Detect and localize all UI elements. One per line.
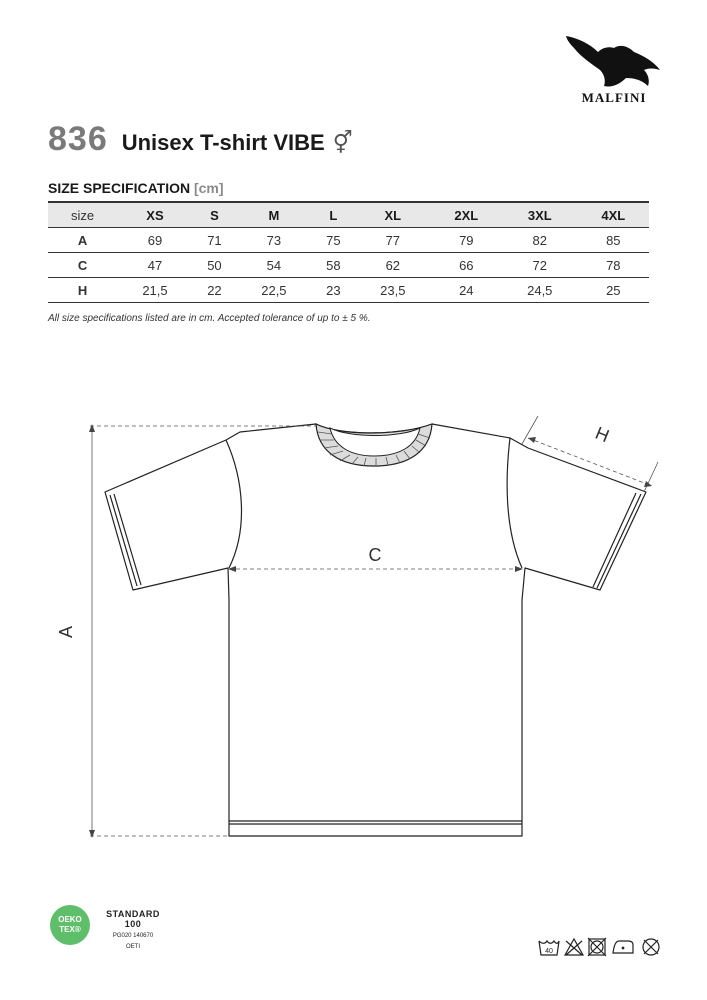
hem-stitch — [229, 821, 522, 824]
table-cell: 23,5 — [380, 282, 406, 298]
table-cell: 75 — [326, 232, 341, 248]
row-label: H — [77, 282, 88, 298]
table-cell: 54 — [266, 257, 282, 273]
no-tumble-dry-icon — [588, 938, 606, 956]
wash-temp: 40 — [545, 948, 553, 955]
size-col-header: XL — [384, 207, 402, 223]
tolerance-note: All size specifications listed are in cm. Accepted tolerance of up to ± 5 %. — [48, 313, 371, 324]
table-cell: 73 — [266, 232, 282, 248]
care-symbols — [537, 935, 663, 959]
oeko-tex-text — [98, 909, 168, 951]
table-cell: 69 — [147, 232, 163, 248]
table-cell: 82 — [532, 232, 547, 248]
size-header-label: size — [71, 207, 95, 223]
size-col-header: 3XL — [527, 207, 552, 223]
table-cell: 79 — [459, 232, 474, 248]
size-col-header: L — [329, 207, 338, 223]
brand-logo — [558, 32, 668, 105]
table-cell: 77 — [385, 232, 401, 248]
table-cell: 24 — [459, 282, 474, 298]
oeko-standard: STANDARD — [106, 909, 160, 919]
size-table — [48, 201, 649, 303]
size-col-header: 4XL — [601, 207, 626, 223]
table-cell: 71 — [207, 232, 222, 248]
table-row — [48, 228, 649, 253]
dimension-label-a: A — [56, 625, 76, 639]
table-cell: 47 — [147, 257, 163, 273]
oeko-logo-line2: TEX® — [59, 925, 81, 934]
table-cell: 23 — [326, 282, 341, 298]
sleeve-seam-right — [507, 438, 522, 568]
row-label: C — [77, 257, 88, 273]
oeko-logo-line1: OEKO — [58, 915, 82, 924]
table-cell: 62 — [385, 257, 401, 273]
model-number: 836 — [48, 120, 108, 158]
table-row — [48, 253, 649, 278]
spec-title-text: SIZE SPECIFICATION — [48, 180, 191, 196]
size-col-header: M — [268, 207, 280, 223]
oeko-tex-logo — [50, 905, 90, 945]
table-cell: 50 — [207, 257, 222, 273]
oeko-tex-badge — [50, 905, 160, 950]
table-cell: 72 — [532, 257, 547, 273]
oeko-code: PG020 140670 — [112, 933, 154, 939]
tshirt-diagram — [0, 400, 707, 860]
product-title: Unisex T-shirt VIBE — [121, 130, 325, 155]
spec-unit: [cm] — [193, 180, 224, 196]
table-cell: 21,5 — [142, 282, 168, 298]
sleeve-seam-left — [226, 440, 241, 568]
unisex-icon: ⚥ — [332, 131, 353, 156]
table-cell: 24,5 — [527, 282, 553, 298]
oeko-institute: OETI — [125, 944, 140, 950]
no-bleach-icon — [565, 939, 583, 955]
eagle-icon — [564, 32, 664, 90]
cuff-right — [593, 493, 641, 588]
table-cell: 78 — [606, 257, 621, 273]
iron-low-icon — [613, 941, 633, 953]
dimension-label-h: H — [592, 422, 613, 447]
table-cell: 85 — [606, 232, 621, 248]
row-label: A — [77, 232, 88, 248]
table-cell: 22 — [207, 282, 222, 298]
dimension-label-c: C — [368, 545, 382, 565]
no-dry-clean-icon — [643, 939, 659, 955]
spec-title — [48, 180, 224, 196]
tshirt-outline — [105, 424, 646, 836]
size-col-header: S — [210, 207, 219, 223]
table-cell: 58 — [326, 257, 341, 273]
size-col-header: 2XL — [454, 207, 479, 223]
brand-name: MALFINI — [581, 90, 647, 105]
table-cell: 22,5 — [261, 282, 287, 298]
cuff-left — [110, 494, 141, 586]
product-heading — [48, 120, 353, 159]
table-cell: 25 — [606, 282, 621, 298]
table-cell: 66 — [459, 257, 474, 273]
table-row — [48, 278, 649, 303]
size-header-row — [48, 202, 649, 228]
size-col-header: XS — [146, 207, 164, 223]
oeko-number: 100 — [124, 919, 142, 929]
